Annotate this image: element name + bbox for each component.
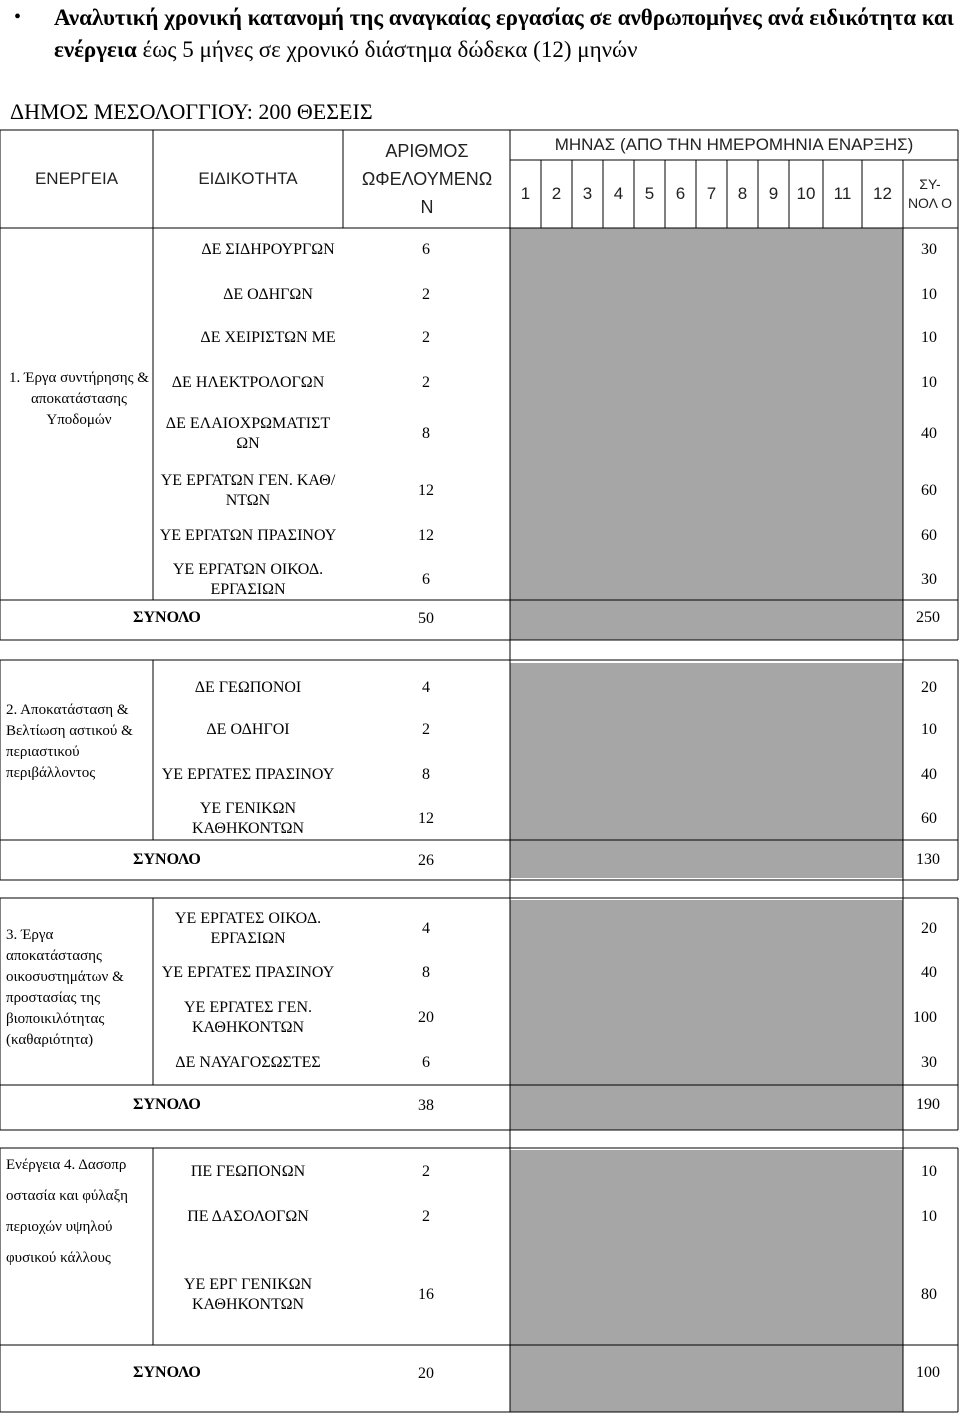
total-cell: 30 [921, 1053, 937, 1071]
count-cell: 12 [418, 526, 434, 544]
header-month-3: 3 [582, 184, 593, 203]
specialty-cell: ΔΕ ΟΔΗΓΟΙ [206, 721, 290, 738]
count-cell: 2 [422, 286, 430, 303]
sum-label: ΣΥΝΟΛΟ [133, 851, 201, 868]
header-arithmos: ΑΡΙΘΜΟΣ ΩΦΕΛΟΥΜΕΝΩ Ν [361, 141, 493, 217]
specialty-cell: ΔΕ ΓΕΩΠΟΝΟΙ [194, 679, 302, 696]
sum-count: 50 [418, 610, 434, 627]
specialty-cell: ΥΕ ΕΡΓΑΤΕΣ ΓΕΝ. ΚΑΘΗΚΟΝΤΩΝ [183, 998, 312, 1036]
count-cell: 12 [418, 809, 434, 827]
total-cell: 30 [921, 570, 937, 588]
specialty-cell: ΠΕ ΔΑΣΟΛΟΓΩΝ [187, 1208, 309, 1225]
total-cell: 60 [921, 481, 937, 499]
header-month-8: 8 [737, 184, 748, 203]
group-name-3: 3. Έργα αποκατάστασης οικοσυστημάτων & προστασίας της βιοποικιλότητας (καθαριότητα) [6, 927, 124, 1048]
total-cell: 10 [921, 1163, 937, 1180]
count-cell: 4 [422, 679, 430, 696]
count-cell: 4 [422, 919, 430, 937]
total-cell: 10 [921, 721, 937, 738]
sum-count: 20 [418, 1365, 434, 1382]
sum-total: 250 [916, 609, 940, 626]
header-month-9: 9 [768, 184, 779, 203]
specialty-cell: ΥΕ ΓΕΝΙΚΩΝ ΚΑΘΗΚΟΝΤΩΝ [191, 799, 305, 837]
specialty-cell: ΠΕ ΓΕΩΠΟΝΩΝ [190, 1163, 306, 1180]
total-cell: 10 [921, 373, 937, 391]
sum-total: 100 [916, 1364, 940, 1381]
total-cell: 40 [921, 963, 937, 981]
total-cell: 10 [921, 329, 937, 346]
header-month-7: 7 [706, 184, 717, 203]
specialty-cell: ΥΕ ΕΡΓΑΤΕΣ ΠΡΑΣΙΝΟΥ [161, 963, 335, 981]
specialty-cell: ΥΕ ΕΡΓΑΤΕΣ ΠΡΑΣΙΝΟΥ [161, 765, 335, 783]
specialty-cell: ΔΕ ΗΛΕΚΤΡΟΛΟΓΩΝ [171, 373, 325, 391]
header-energeia: ΕΝΕΡΓΕΙΑ [34, 169, 119, 188]
count-cell: 2 [422, 329, 430, 346]
count-cell: 8 [422, 425, 430, 442]
header-month-12: 12 [873, 184, 892, 203]
sum-count: 26 [418, 852, 434, 869]
specialty-cell: ΥΕ ΕΡΓΑΤΕΣ ΟΙΚΟΔ. ΕΡΓΑΣΙΩΝ [174, 909, 322, 947]
document-subtitle: ΔΗΜΟΣ ΜΕΣΟΛΟΓΓΙΟΥ: 200 ΘΕΣΕΙΣ [10, 99, 373, 124]
heading-bold: Αναλυτική χρονική κατανομή της αναγκαίας εργασίας σε ανθρωπομήνες ανά ειδικότητα και ενέργεια [54, 5, 954, 62]
total-cell: 40 [921, 765, 937, 783]
specialty-cell: ΥΕ ΕΡΓΑΤΩΝ ΠΡΑΣΙΝΟΥ [159, 526, 337, 544]
specialty-cell: ΔΕ ΕΛΑΙΟΧΡΩΜΑΤΙΣΤ ΩΝ [165, 415, 331, 452]
count-cell: 8 [422, 765, 430, 783]
sum-total: 130 [916, 851, 940, 868]
header-month-10: 10 [796, 184, 816, 203]
total-cell: 80 [921, 1285, 937, 1303]
sum-total: 190 [916, 1096, 940, 1113]
total-cell: 30 [921, 241, 937, 258]
count-cell: 16 [418, 1285, 434, 1303]
shaded-month-cells [510, 228, 903, 1412]
header-month-1: 1 [520, 184, 531, 203]
count-cell: 2 [422, 373, 430, 391]
header-month-6: 6 [675, 184, 686, 203]
total-cell: 60 [921, 809, 937, 827]
total-cell: 20 [921, 679, 937, 696]
group-name-1: 1. Έργα συντήρησης & αποκατάστασης Υποδομών [9, 370, 149, 428]
count-cell: 6 [422, 1053, 430, 1071]
sum-count: 38 [418, 1097, 434, 1114]
total-cell: 100 [913, 1008, 937, 1026]
bullet-glyph: • [14, 6, 22, 28]
count-cell: 8 [422, 963, 430, 981]
count-cell: 2 [422, 1208, 430, 1225]
specialty-cell: ΔΕ ΟΔΗΓΩΝ [223, 286, 313, 303]
specialty-cell: ΔΕ ΣΙΔΗΡΟΥΡΓΩΝ [201, 241, 335, 258]
group-name-4: Ενέργεια 4. Δασοπρ οστασία και φύλαξη περιοχών υψηλού φυσικού κάλλους [6, 1157, 129, 1266]
header-minas: ΜΗΝΑΣ (ΑΠΟ ΤΗΝ ΗΜΕΡΟΜΗΝΙΑ ΕΝΑΡΞΗΣ) [554, 135, 914, 154]
count-cell: 6 [422, 241, 430, 258]
specialty-cell: ΥΕ ΕΡΓΑΤΩΝ ΓΕΝ. ΚΑΘ/ΝΤΩΝ [160, 471, 336, 509]
header-month-4: 4 [613, 184, 624, 203]
specialty-cell: ΔΕ ΧΕΙΡΙΣΤΩΝ ΜΕ [200, 329, 336, 346]
sum-label: ΣΥΝΟΛΟ [133, 609, 201, 626]
count-cell: 12 [418, 481, 434, 499]
specialty-cell: ΔΕ ΝΑΥΑΓΟΣΩΣΤΕΣ [175, 1053, 321, 1071]
count-cell: 2 [422, 1163, 430, 1180]
specialty-cell: ΥΕ ΕΡΓ ΓΕΝΙΚΩΝ ΚΑΘΗΚΟΝΤΩΝ [183, 1275, 313, 1313]
heading-tail: έως 5 μήνες σε χρονικό διάστημα δώδεκα (12) μηνών [136, 37, 638, 62]
total-cell: 10 [921, 286, 937, 303]
header-month-11: 11 [833, 184, 852, 203]
header-month-5: 5 [644, 184, 655, 203]
header-synolo: ΣΥ- ΝΟΛ Ο [907, 176, 953, 211]
total-cell: 40 [921, 425, 937, 442]
specialty-cell: ΥΕ ΕΡΓΑΤΩΝ ΟΙΚΟΔ. ΕΡΓΑΣΙΩΝ [172, 560, 324, 598]
total-cell: 60 [921, 526, 937, 544]
group-name-2: 2. Αποκατάσταση & Βελτίωση αστικού & περιαστικού περιβάλλοντος [6, 702, 133, 781]
count-cell: 20 [418, 1008, 434, 1026]
count-cell: 6 [422, 570, 430, 588]
total-cell: 10 [921, 1208, 937, 1225]
header-eidikotita: ΕΙΔΙΚΟΤΗΤΑ [198, 169, 298, 188]
count-cell: 2 [422, 721, 430, 738]
sum-label: ΣΥΝΟΛΟ [133, 1096, 201, 1113]
header-month-2: 2 [551, 184, 562, 203]
total-cell: 20 [921, 919, 937, 937]
sum-label: ΣΥΝΟΛΟ [133, 1364, 201, 1381]
